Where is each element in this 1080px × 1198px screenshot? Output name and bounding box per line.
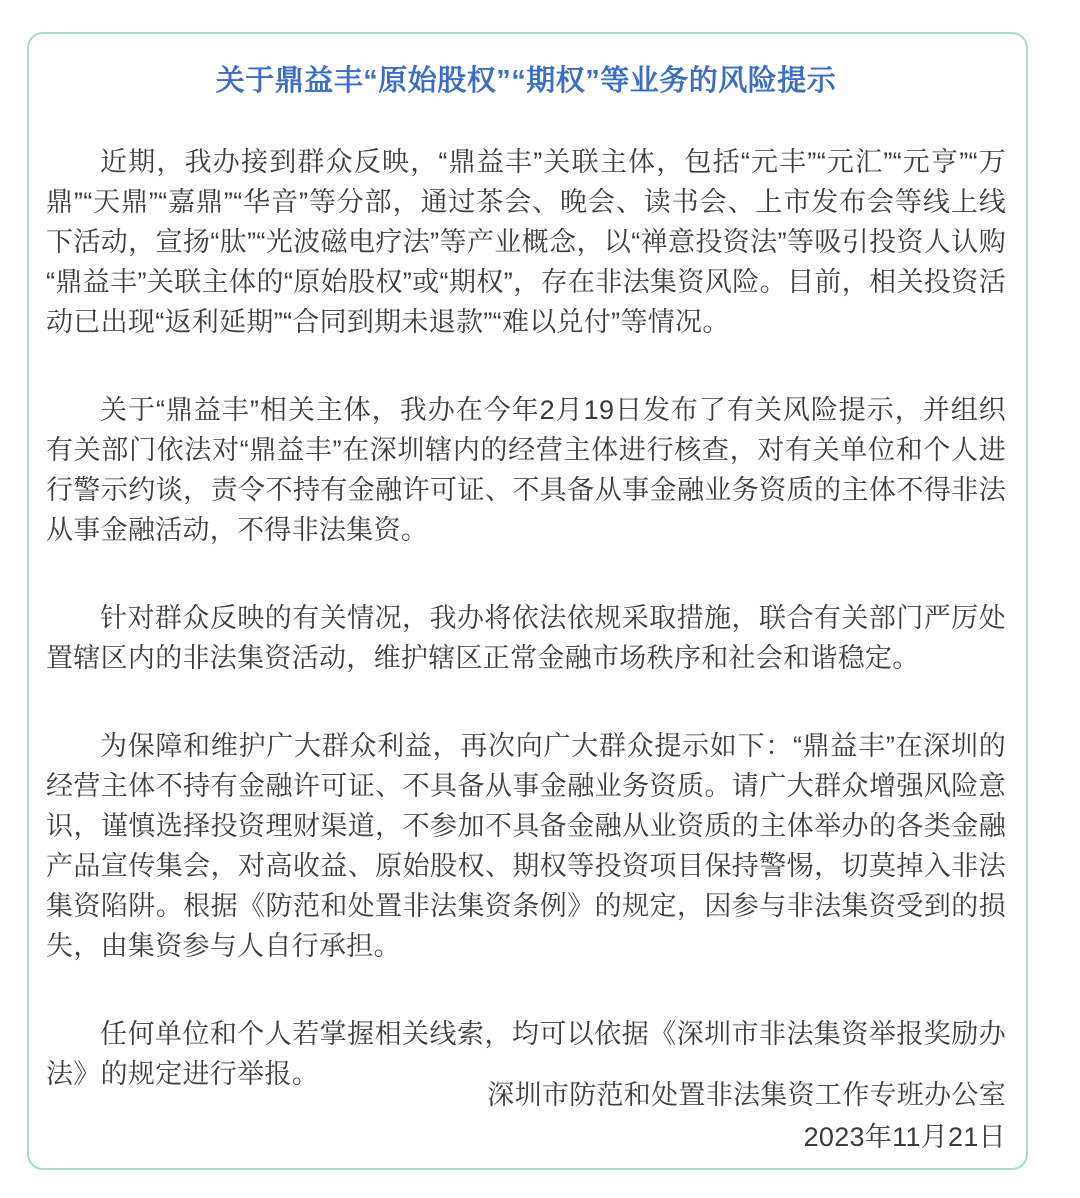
signature-date: 2023年11月21日	[803, 1122, 1006, 1152]
notice-paragraph-3: 针对群众反映的有关情况，我办将依法依规采取措施，联合有关部门严厉处置辖区内的非法集资活动，维护辖区正常金融市场秩序和社会和谐稳定。	[46, 603, 1006, 673]
signature-office: 深圳市防范和处置非法集资工作专班办公室	[487, 1080, 1006, 1110]
notice-paragraph-4: 为保障和维护广大群众利益，再次向广大群众提示如下：“鼎益丰”在深圳的经营主体不持有金融许可证、不具备从事金融业务资质。请广大群众增强风险意识，谨慎选择投资理财渠道，不参加不具备金融从业资质的主体举办的各类金融产品宣传集会，对高收益、原始股权、期权等投资项目保持警惕，切莫掉入非法集资陷阱。根据《防范和处置非法集资条例》的规定，因参与非法集资受到的损失，由集资参与人自行承担。	[46, 731, 1006, 961]
notice-paragraph-1: 近期，我办接到群众反映，“鼎益丰”关联主体，包括“元丰”“元汇”“元亨”“万鼎”“天鼎”“嘉鼎”“华音”等分部，通过茶会、晚会、读书会、上市发布会等线上线下活动，宣扬“肽”“光波磁电疗法”等产业概念，以“禅意投资法”等吸引投资人认购“鼎益丰”关联主体的“原始股权”或“期权”，存在非法集资风险。目前，相关投资活动已出现“返利延期”“合同到期未退款”“难以兑付”等情况。	[46, 147, 1006, 337]
notice-title: 关于鼎益丰“原始股权”“期权”等业务的风险提示	[215, 65, 837, 97]
notice-paragraph-5: 任何单位和个人若掌握相关线索，均可以依据《深圳市非法集资举报奖励办法》的规定进行举报。	[46, 1019, 1006, 1089]
notice-paragraph-2: 关于“鼎益丰”相关主体，我办在今年2月19日发布了有关风险提示，并组织有关部门依法对“鼎益丰”在深圳辖内的经营主体进行核查，对有关单位和个人进行警示约谈，责令不持有金融许可证、不具备从事金融业务资质的主体不得非法从事金融活动，不得非法集资。	[46, 395, 1006, 545]
notice-body	[46, 142, 1006, 1094]
signature-block	[487, 1074, 1006, 1158]
notice-card	[27, 32, 1028, 1170]
